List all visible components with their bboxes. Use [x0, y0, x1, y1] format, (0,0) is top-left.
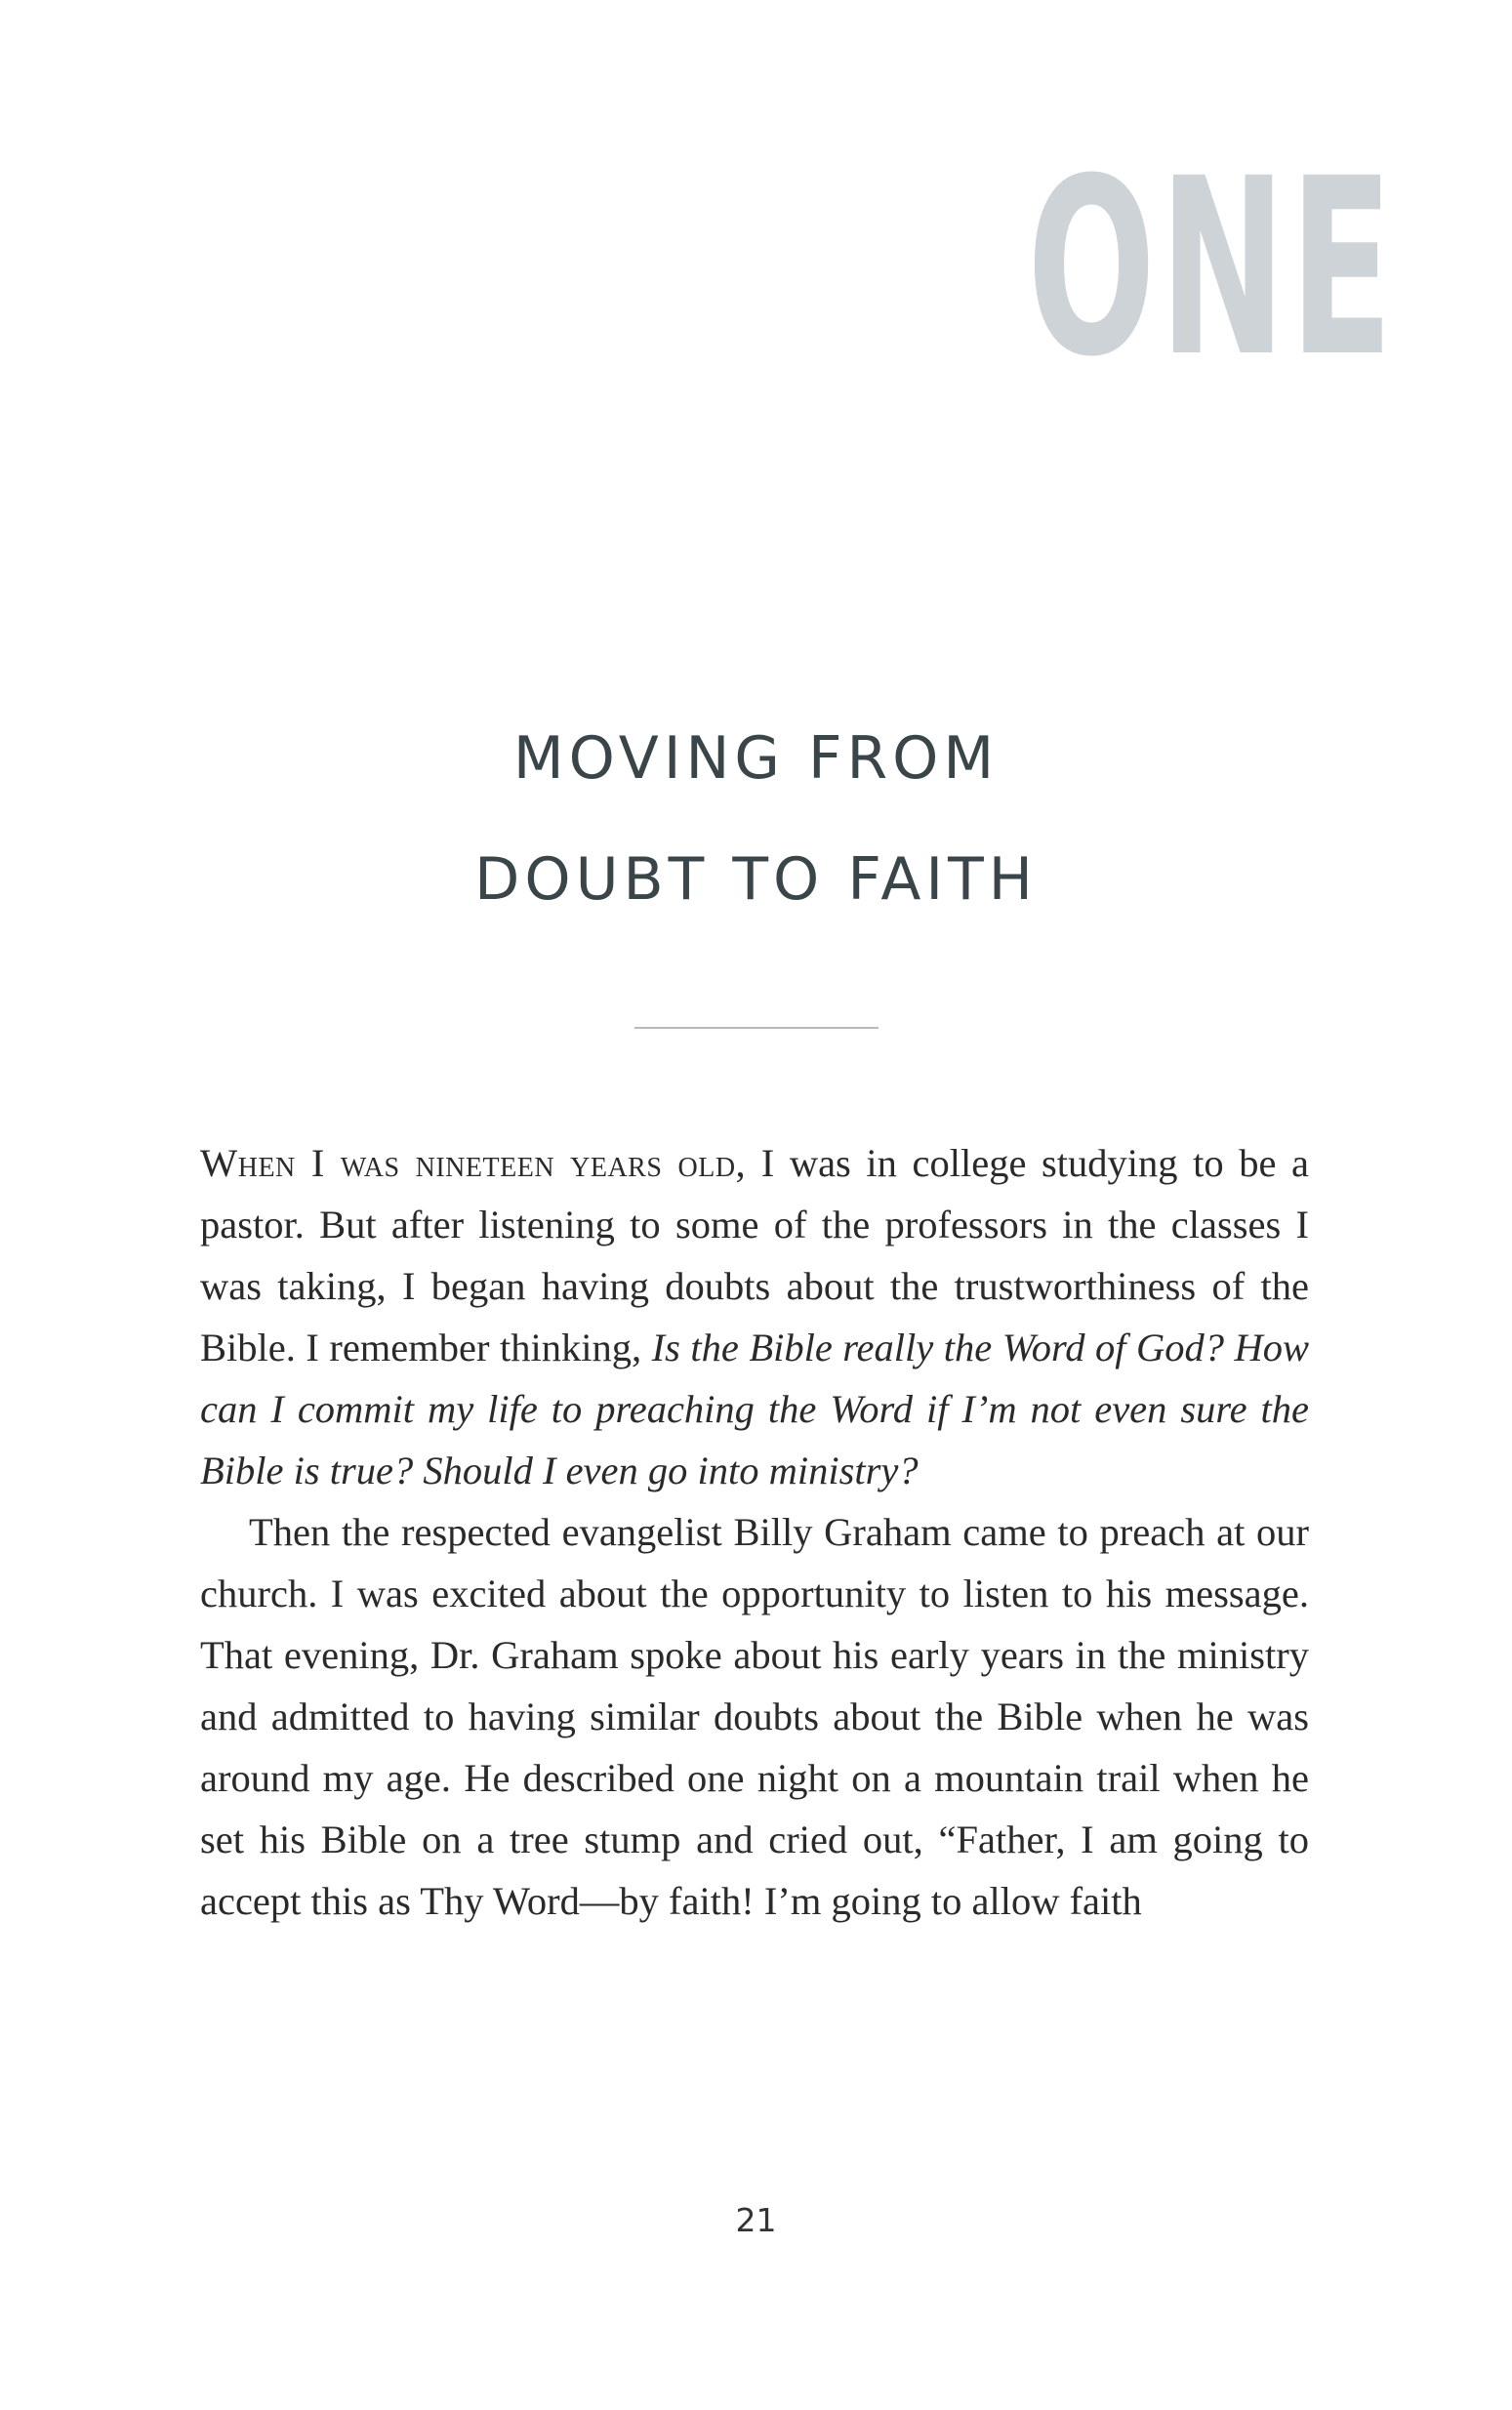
chapter-title [0, 698, 1512, 940]
title-divider [634, 1027, 879, 1029]
paragraph-1-lead-in: When I was nineteen years old, [200, 1141, 747, 1185]
paragraph-1-italic-thought: Is the Bible really the Word of God? How can I commit my life to preaching the Word if I’m not even sure the Bible is true? Should I even go into ministry? [200, 1326, 1309, 1492]
chapter-title-line-1: MOVING FROM [512, 724, 1000, 793]
chapter-title-line-2: DOUBT TO FAITH [474, 845, 1038, 914]
page-number: 21 [735, 2201, 777, 2239]
chapter-number: ONE [1027, 126, 1397, 410]
paragraph-1 [200, 1132, 1309, 1501]
paragraph-2: Then the respected evangelist Billy Graham came to preach at our church. I was excited about the opportunity to listen to his message. That evening, Dr. Graham spoke about his early years in the ministry and admitted to having similar doubts about the Bible when he was around my age. He described one night on a mountain trail when he set his Bible on a tree stump and cried out, “Father, I am going to accept this as Thy Word—by faith! I’m going to allow faith [200, 1510, 1309, 1923]
paragraph-1-text: I was in college studying to be a pastor. But after listening to some of the professors in the classes I was taking, I began having doubts about the trustworthiness of the Bible. I remember thinking, [200, 1141, 1309, 1369]
chapter-body [200, 1132, 1309, 1932]
